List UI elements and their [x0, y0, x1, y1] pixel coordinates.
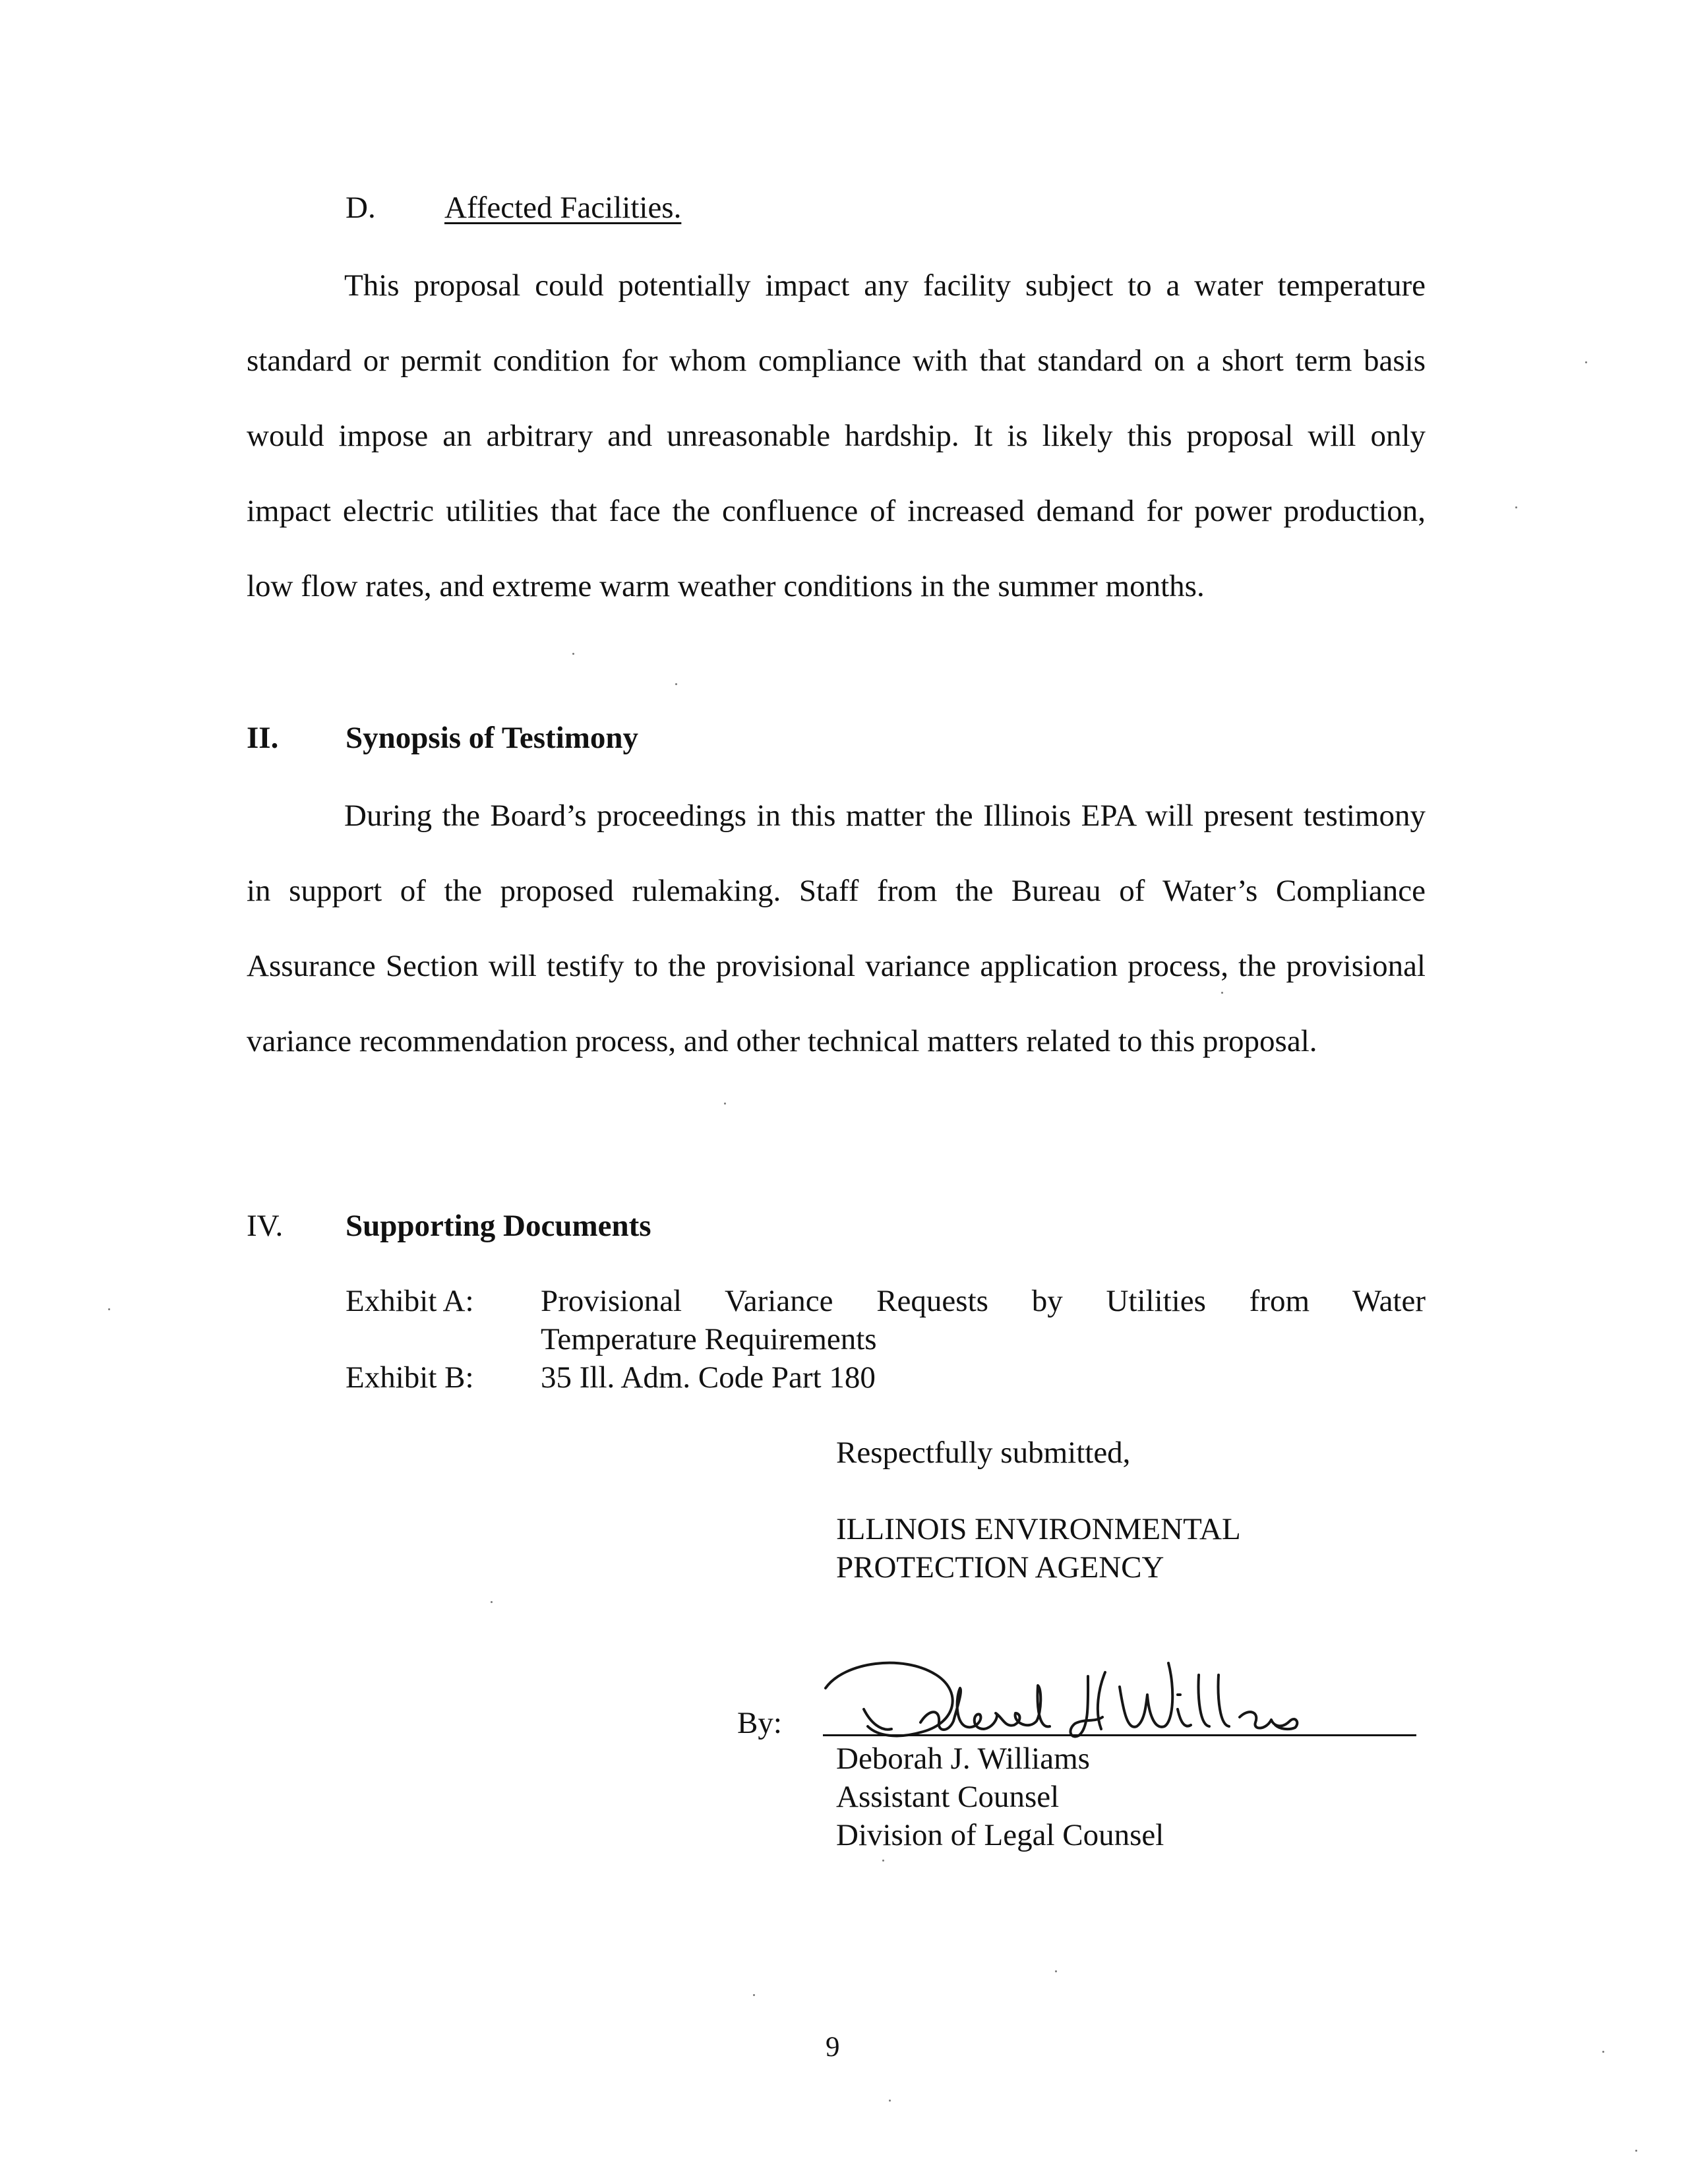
signature-image — [804, 1649, 1306, 1747]
signer-division: Division of Legal Counsel — [836, 1818, 1164, 1852]
scan-speck — [882, 1860, 884, 1862]
agency-line-1: ILLINOIS ENVIRONMENTAL — [836, 1512, 1241, 1546]
scan-speck — [889, 2100, 891, 2102]
section-ii-paragraph — [247, 778, 1426, 1079]
agency-line-2: PROTECTION AGENCY — [836, 1550, 1164, 1585]
section-d-paragraph-text: This proposal could potentially impact any facility subject to a water temperature standard or permit condition for whom compliance with that standard on a short term basis would impose an arbitrary and unreasonable hardship. It is likely this proposal will only impact electric utilities that face the confluence of increased demand for power production, low flow rates, and extreme warm weather conditions in the summer months. — [247, 268, 1426, 603]
signer-name: Deborah J. Williams — [836, 1742, 1090, 1776]
scan-speck — [108, 1308, 110, 1310]
by-label: By: — [737, 1706, 782, 1740]
scan-speck — [1602, 2051, 1604, 2053]
section-d-title: Affected Facilities. — [444, 191, 682, 225]
section-ii-title: Synopsis of Testimony — [346, 721, 639, 755]
section-d-paragraph — [247, 248, 1426, 624]
section-iv-numeral: IV. — [247, 1209, 284, 1243]
signer-title: Assistant Counsel — [836, 1780, 1060, 1814]
scan-speck — [675, 683, 677, 685]
scan-speck — [572, 653, 574, 655]
exhibit-b-line1: 35 Ill. Adm. Code Part 180 — [541, 1360, 876, 1395]
scan-speck — [724, 1103, 726, 1105]
exhibit-a-line2: Temperature Requirements — [541, 1322, 877, 1356]
scan-speck — [491, 1601, 493, 1603]
section-ii-paragraph-text: During the Board’s proceedings in this matter the Illinois EPA will present testimony in support of the proposed rulemaking. Staff from the Bureau of Water’s Compliance Assurance Section will testify to the provisional variance application process, the provisional variance recommendation process, and other technical matters related to this proposal. — [247, 799, 1426, 1058]
scan-speck — [1221, 992, 1223, 994]
closing-salutation: Respectfully submitted, — [836, 1436, 1131, 1470]
section-iv-title: Supporting Documents — [346, 1209, 651, 1243]
scan-speck — [1635, 2150, 1637, 2152]
scan-speck — [1585, 361, 1587, 363]
section-d-letter: D. — [346, 191, 376, 225]
section-ii-numeral: II. — [247, 721, 279, 755]
exhibit-a-line1: Provisional Variance Requests by Utilities from Water — [541, 1284, 1426, 1318]
signature-line — [823, 1734, 1416, 1736]
exhibit-b-label: Exhibit B: — [346, 1360, 474, 1395]
page-number: 9 — [826, 2032, 840, 2063]
scan-speck — [753, 1994, 755, 1996]
scan-speck — [1055, 1970, 1057, 1972]
scan-speck — [1515, 506, 1517, 508]
exhibit-a-label: Exhibit A: — [346, 1284, 474, 1318]
